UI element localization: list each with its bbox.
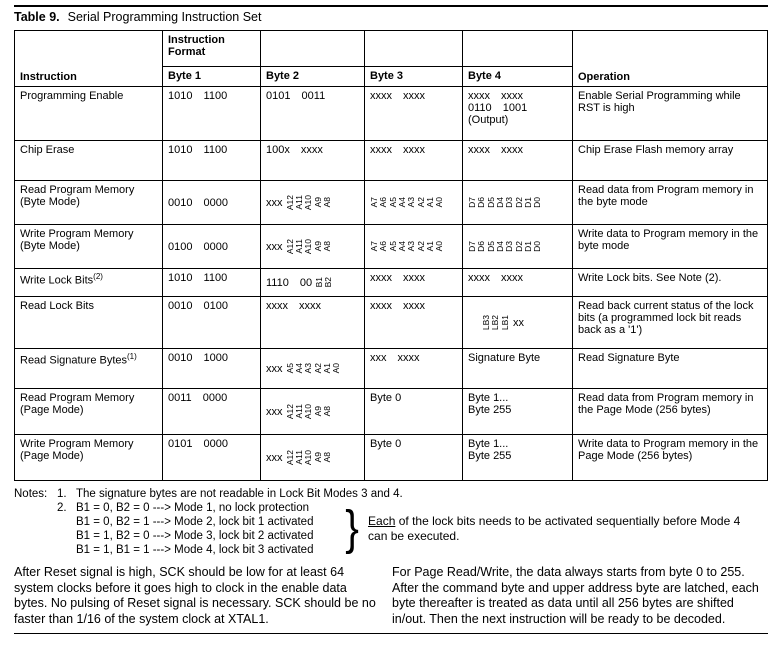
col-header-byte1: Byte 1 xyxy=(163,67,261,87)
footer-paragraphs xyxy=(14,565,768,627)
bit-label: A10 xyxy=(303,238,314,255)
page-readwrite-paragraph: For Page Read/Write, the data always starts from byte 0 to 255. After the command byte and upper address byte are latched, each byte thereafter is treated as data until all 256 bytes are shifted in/out. Then the next instruction will be ready to be decoded. xyxy=(392,565,759,626)
table-row xyxy=(15,225,768,269)
table-title-label: Table 9. xyxy=(14,10,60,24)
byte4-cell xyxy=(463,225,573,269)
bit-prefix: xxx xyxy=(266,240,283,253)
byte4-cell xyxy=(463,435,573,481)
col-header-byte2: Byte 2 xyxy=(261,67,365,87)
bit-label: A0 xyxy=(331,363,342,374)
header-spacer-cell xyxy=(463,31,573,67)
byte4-line: Byte 1... xyxy=(468,438,509,450)
table-title xyxy=(14,7,768,30)
bit-label: A9 xyxy=(312,452,323,463)
bit-label: A6 xyxy=(378,241,389,252)
operation-cell: Chip Erase Flash memory array xyxy=(573,141,768,181)
operation-cell: Read data from Program memory in the Page Mode (256 bytes) xyxy=(573,389,768,435)
bit-label: A2 xyxy=(415,197,426,208)
operation-cell: Read data from Program memory in the byte mode xyxy=(573,181,768,225)
vertical-bit-labels xyxy=(370,241,445,251)
header-row-format xyxy=(15,31,768,67)
byte3-cell: xxxx xxxx xyxy=(365,269,463,297)
byte4-cell xyxy=(463,297,573,349)
byte4-cell xyxy=(463,181,573,225)
byte3-cell: Byte 0 xyxy=(365,435,463,481)
lock-bit-mode-line: B1 = 0, B2 = 1 ---> Mode 2, lock bit 1 activated xyxy=(76,516,314,528)
bit-label: D1 xyxy=(523,197,534,208)
byte4-cell xyxy=(463,87,573,141)
col-header-instruction-format: Instruction Format xyxy=(163,31,261,67)
byte2-cell xyxy=(261,225,365,269)
instruction-cell: Write Program Memory (Page Mode) xyxy=(15,435,163,481)
byte3-cell: xxx xxxx xyxy=(365,349,463,389)
note-text: The signature bytes are not readable in Lock Bit Modes 3 and 4. xyxy=(76,488,403,500)
bit-label: A6 xyxy=(378,197,389,208)
bit-label: A2 xyxy=(415,241,426,252)
byte4-line: Byte 255 xyxy=(468,404,512,416)
bit-label: A12 xyxy=(284,238,295,255)
bit-label: A11 xyxy=(293,450,304,465)
byte1-cell: 1010 1100 xyxy=(163,269,261,297)
bit-label: A1 xyxy=(321,363,332,374)
bit-label: A3 xyxy=(406,241,417,252)
bit-prefix: xxx xyxy=(266,451,283,464)
note-number: 2. xyxy=(57,502,67,514)
bit-label: B2 xyxy=(323,277,334,288)
bit-prefix: xxx xyxy=(266,362,283,375)
byte4-line: 0110 1001 xyxy=(468,102,528,114)
col-header-operation: Operation xyxy=(573,31,768,87)
lock-bit-mode-list xyxy=(76,501,340,557)
operation-cell: Read back current status of the lock bits (a programmed lock bit reads back as a '1') xyxy=(573,297,768,349)
bit-label: D6 xyxy=(476,241,487,252)
instruction-text: Read Signature Bytes xyxy=(20,354,128,367)
bit-label: A0 xyxy=(434,197,445,208)
operation-cell: Write data to Program memory in the Page Mode (256 bytes) xyxy=(573,435,768,481)
bit-label: A12 xyxy=(284,194,295,211)
bit-label: A11 xyxy=(293,195,304,210)
byte1-cell: 0101 0000 xyxy=(163,435,261,481)
bit-label: A4 xyxy=(293,363,304,374)
bit-label: A5 xyxy=(387,241,398,252)
byte3-cell xyxy=(365,225,463,269)
vertical-bit-labels xyxy=(482,315,510,330)
instruction-cell: Read Lock Bits xyxy=(15,297,163,349)
bit-label: D0 xyxy=(532,241,543,252)
bit-label: LB3 xyxy=(481,314,491,331)
bit-label: A9 xyxy=(312,241,323,252)
bit-label: D4 xyxy=(495,241,506,252)
bit-label: B1 xyxy=(314,277,325,288)
note-reference: (1) xyxy=(127,352,137,361)
byte2-cell: 100x xxxx xyxy=(261,141,365,181)
byte2-cell xyxy=(261,349,365,389)
side-note-emphasis: Each xyxy=(368,514,396,528)
instruction-cell xyxy=(15,349,163,389)
byte3-cell xyxy=(365,181,463,225)
header-spacer-cell xyxy=(365,31,463,67)
bit-label: D3 xyxy=(504,241,515,252)
lock-bit-mode-line: B1 = 1, B1 = 1 ---> Mode 4, lock bit 3 activated xyxy=(76,544,314,556)
byte1-cell: 0010 0000 xyxy=(163,181,261,225)
bit-label: A10 xyxy=(303,403,314,420)
byte2-cell xyxy=(261,269,365,297)
bit-label: A10 xyxy=(303,194,314,211)
bit-label: D6 xyxy=(476,197,487,208)
bit-label: A12 xyxy=(284,449,295,466)
instruction-set-table xyxy=(14,30,768,481)
byte4-cell: xxxx xxxx xyxy=(463,269,573,297)
byte2-cell xyxy=(261,389,365,435)
vertical-bit-labels xyxy=(315,277,334,287)
bit-label: LB2 xyxy=(490,314,501,331)
bit-prefix: xxx xyxy=(266,196,283,209)
bit-label: A5 xyxy=(284,363,295,374)
table-row xyxy=(15,389,768,435)
byte1-cell: 1010 1100 xyxy=(163,141,261,181)
byte1-cell: 0010 0100 xyxy=(163,297,261,349)
operation-cell: Enable Serial Programming while RST is high xyxy=(573,87,768,141)
vertical-bit-labels xyxy=(286,363,342,373)
bit-label: D3 xyxy=(504,197,515,208)
instruction-cell: Programming Enable xyxy=(15,87,163,141)
side-note-text: of the lock bits needs to be activated sequentially before Mode 4 can be executed. xyxy=(368,514,741,543)
table-row xyxy=(15,435,768,481)
lock-bit-mode-line: B1 = 0, B2 = 0 ---> Mode 1, no lock protection xyxy=(76,502,310,514)
vertical-bit-labels xyxy=(286,450,333,465)
bit-label: A7 xyxy=(369,197,379,208)
byte4-cell xyxy=(463,389,573,435)
instruction-cell xyxy=(15,269,163,297)
byte3-cell: xxxx xxxx xyxy=(365,141,463,181)
bit-label: D7 xyxy=(467,241,477,252)
bit-label: A10 xyxy=(303,449,314,466)
table-row xyxy=(15,141,768,181)
bit-label: A2 xyxy=(312,363,323,374)
byte2-cell xyxy=(261,181,365,225)
byte1-cell: 1010 1100 xyxy=(163,87,261,141)
instruction-cell: Read Program Memory (Byte Mode) xyxy=(15,181,163,225)
bit-label: A8 xyxy=(321,197,332,208)
byte1-cell: 0011 0000 xyxy=(163,389,261,435)
bit-label: D2 xyxy=(513,241,524,252)
instruction-text: Write Lock Bits xyxy=(20,274,94,287)
vertical-bit-labels xyxy=(286,239,333,254)
byte4-line: xxxx xxxx xyxy=(468,90,524,102)
bit-label: A9 xyxy=(312,197,323,208)
byte4-line: Byte 1... xyxy=(468,392,509,404)
bit-label: A11 xyxy=(293,239,304,254)
curly-brace: } xyxy=(345,502,359,555)
note-2 xyxy=(14,501,768,557)
bit-label: A8 xyxy=(321,452,332,463)
header-spacer-cell xyxy=(261,31,365,67)
vertical-bit-labels xyxy=(468,197,543,208)
bit-label: A4 xyxy=(397,197,408,208)
reset-sck-paragraph: After Reset signal is high, SCK should be low for at least 64 system clocks before it goes high to clock in the enable data bytes. No pulsing of Reset signal is necessary. SCK should be no faster than 1/16 of the system clock at XTAL1. xyxy=(14,565,376,626)
bit-label: A1 xyxy=(425,197,436,208)
table-row xyxy=(15,181,768,225)
byte3-cell: xxxx xxxx xyxy=(365,297,463,349)
table-row xyxy=(15,349,768,389)
bit-label: D0 xyxy=(532,197,543,208)
vertical-bit-labels xyxy=(286,195,333,210)
vertical-bit-labels xyxy=(286,404,333,419)
byte4-line: (Output) xyxy=(468,114,509,126)
vertical-bit-labels xyxy=(370,197,445,207)
bottom-rule xyxy=(14,633,768,634)
table-row xyxy=(15,87,768,141)
note-1 xyxy=(14,487,768,501)
table-row xyxy=(15,297,768,349)
byte3-cell: xxxx xxxx xyxy=(365,87,463,141)
bit-label: A8 xyxy=(321,241,332,252)
bit-label: D7 xyxy=(467,197,477,208)
bit-label: D1 xyxy=(523,241,534,252)
lock-bit-mode-line: B1 = 1, B2 = 0 ---> Mode 3, lock bit 2 activated xyxy=(76,530,314,542)
col-header-byte3: Byte 3 xyxy=(365,67,463,87)
instruction-cell: Chip Erase xyxy=(15,141,163,181)
bit-label: A8 xyxy=(321,406,332,417)
table-title-text: Serial Programming Instruction Set xyxy=(67,10,262,24)
instruction-cell: Write Program Memory (Byte Mode) xyxy=(15,225,163,269)
bit-label: A7 xyxy=(369,241,379,252)
operation-cell: Write Lock bits. See Note (2). xyxy=(573,269,768,297)
byte2-cell xyxy=(261,435,365,481)
byte1-cell: 0010 1000 xyxy=(163,349,261,389)
bit-label: A11 xyxy=(293,404,304,419)
notes-label: Notes: xyxy=(14,488,48,500)
note-number: 1. xyxy=(57,488,67,500)
byte1-cell: 0100 0000 xyxy=(163,225,261,269)
sequential-activation-note xyxy=(368,514,742,544)
bit-label: A0 xyxy=(434,241,445,252)
col-header-instruction: Instruction xyxy=(15,31,163,87)
byte4-cell: xxxx xxxx xyxy=(463,141,573,181)
byte2-cell: 0101 0011 xyxy=(261,87,365,141)
bit-label: LB1 xyxy=(499,314,510,331)
operation-cell: Write data to Program memory in the byte mode xyxy=(573,225,768,269)
col-header-byte4: Byte 4 xyxy=(463,67,573,87)
bit-label: D2 xyxy=(513,197,524,208)
vertical-bit-labels xyxy=(468,241,543,252)
bit-prefix: 1110 00 xyxy=(266,276,313,289)
bit-label: A1 xyxy=(425,241,436,252)
bit-prefix: xxx xyxy=(266,405,283,418)
bit-label: A5 xyxy=(387,197,398,208)
instruction-cell: Read Program Memory (Page Mode) xyxy=(15,389,163,435)
note-reference: (2) xyxy=(93,272,103,281)
byte3-cell: Byte 0 xyxy=(365,389,463,435)
bit-label: D5 xyxy=(485,197,496,208)
bit-label: A3 xyxy=(406,197,417,208)
bit-label: D4 xyxy=(495,197,506,208)
operation-cell: Read Signature Byte xyxy=(573,349,768,389)
bit-label: D5 xyxy=(485,241,496,252)
byte4-cell: Signature Byte xyxy=(463,349,573,389)
notes-section xyxy=(14,487,768,557)
table-row xyxy=(15,269,768,297)
bit-label: A12 xyxy=(284,403,295,420)
byte4-line: Byte 255 xyxy=(468,450,512,462)
bit-suffix: xx xyxy=(513,316,525,329)
bit-label: A4 xyxy=(397,241,408,252)
bit-label: A9 xyxy=(312,406,323,417)
byte2-cell: xxxx xxxx xyxy=(261,297,365,349)
bit-label: A3 xyxy=(303,363,314,374)
